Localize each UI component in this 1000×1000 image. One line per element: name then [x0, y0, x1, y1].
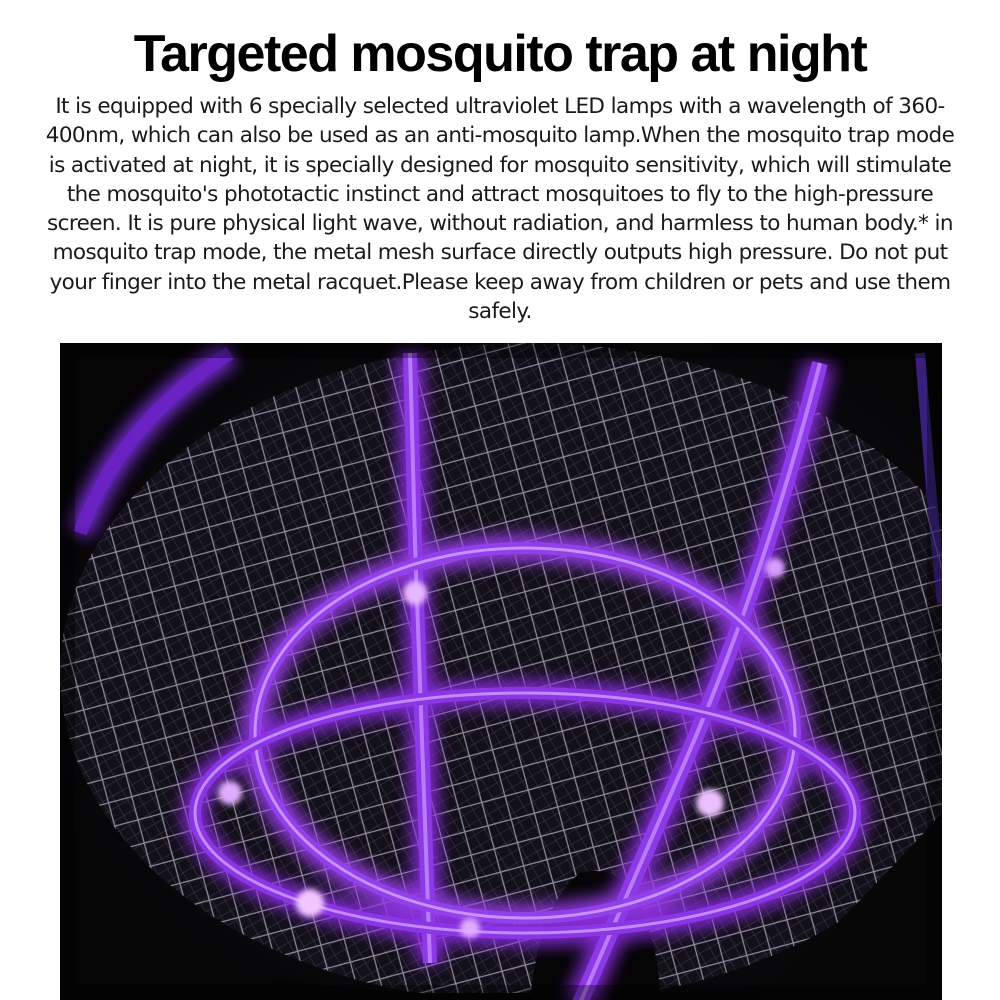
racket-illustration [60, 343, 942, 1000]
page-title: Targeted mosquito trap at night [133, 25, 867, 83]
product-description: It is equipped with 6 specially selected ultraviolet LED lamps with a wavelength of 360-400nm, which can also be used as an anti-mosquito lamp.When the mosquito trap mode is activated at night, it is specially designed for mosquito sensitivity, which will stimulate the mosquito's phototactic instinct and attract mosquitoes to fly to the high-pressure screen. It is pure physical light wave, without radiation, and harmless to human body.* in mosquito trap mode, the metal mesh surface directly outputs high pressure. Do not put your finger into the metal racquet.Please keep away from children or pets and use them safely. [45, 94, 955, 325]
product-photo [60, 343, 942, 1000]
